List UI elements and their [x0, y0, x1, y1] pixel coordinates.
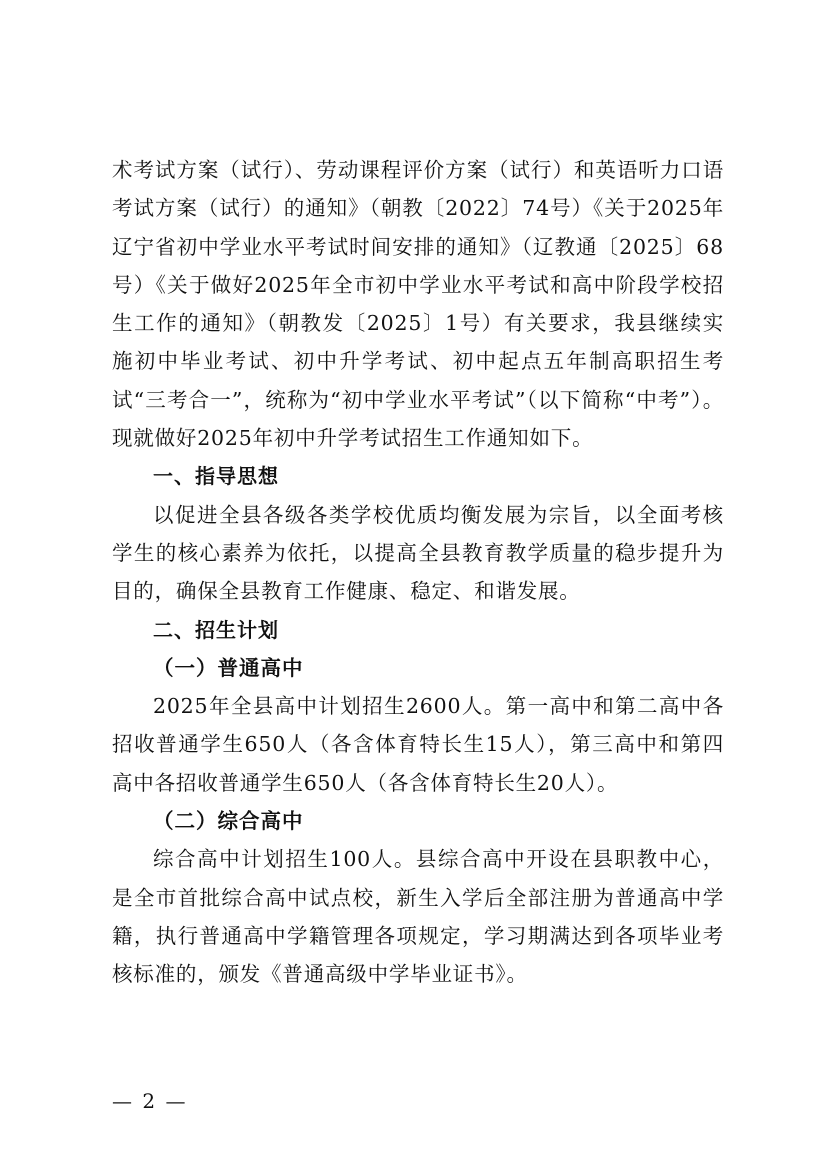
paragraph-intro: 术考试方案（试行）、劳动课程评价方案（试行）和英语听力口语考试方案（试行）的通知》（朝教〔2022〕74号）《关于2025年辽宁省初中学业水平考试时间安排的通知》（辽教通〔2025〕68号）《关于做好2025年全市初中学业水平考试和高中阶段学校招生工作的通知》（朝教发〔2025〕1号）有关要求，我县继续实施初中毕业考试、初中升学考试、初中起点五年制高职招生考试“三考合一”，统称为“初中学业水平考试”（以下简称“中考”）。现就做好2025年初中升学考试招生工作通知如下。 [112, 158, 724, 451]
document-body [112, 151, 724, 994]
page-number: — 2 — [112, 1089, 188, 1113]
subheading-comprehensive-high-school: （二）综合高中 [153, 809, 304, 834]
paragraph-comprehensive-high-school: 综合高中计划招生100人。县综合高中开设在县职教中心，是全市首批综合高中试点校，新生入学后全部注册为普通高中学籍，执行普通高中学籍管理各项规定，学习期满达到各项毕业考核标准的，颁发《普通高级中学毕业证书》。 [112, 847, 724, 987]
paragraph-guiding-ideology: 以促进全县各级各类学校优质均衡发展为宗旨，以全面考核学生的核心素养为依托，以提高全县教育教学质量的稳步提升为目的，确保全县教育工作健康、稳定、和谐发展。 [112, 502, 724, 604]
paragraph-general-high-school: 2025年全县高中计划招生2600人。第一高中和第二高中各招收普通学生650人（各含体育特长生15人），第三高中和第四高中各招收普通学生650人（各含体育特长生20人）。 [112, 694, 724, 795]
subheading-general-high-school: （一）普通高中 [153, 655, 304, 680]
section-heading-enrollment-plan: 二、招生计划 [153, 617, 279, 642]
section-heading-guiding-ideology: 一、指导思想 [153, 464, 279, 489]
